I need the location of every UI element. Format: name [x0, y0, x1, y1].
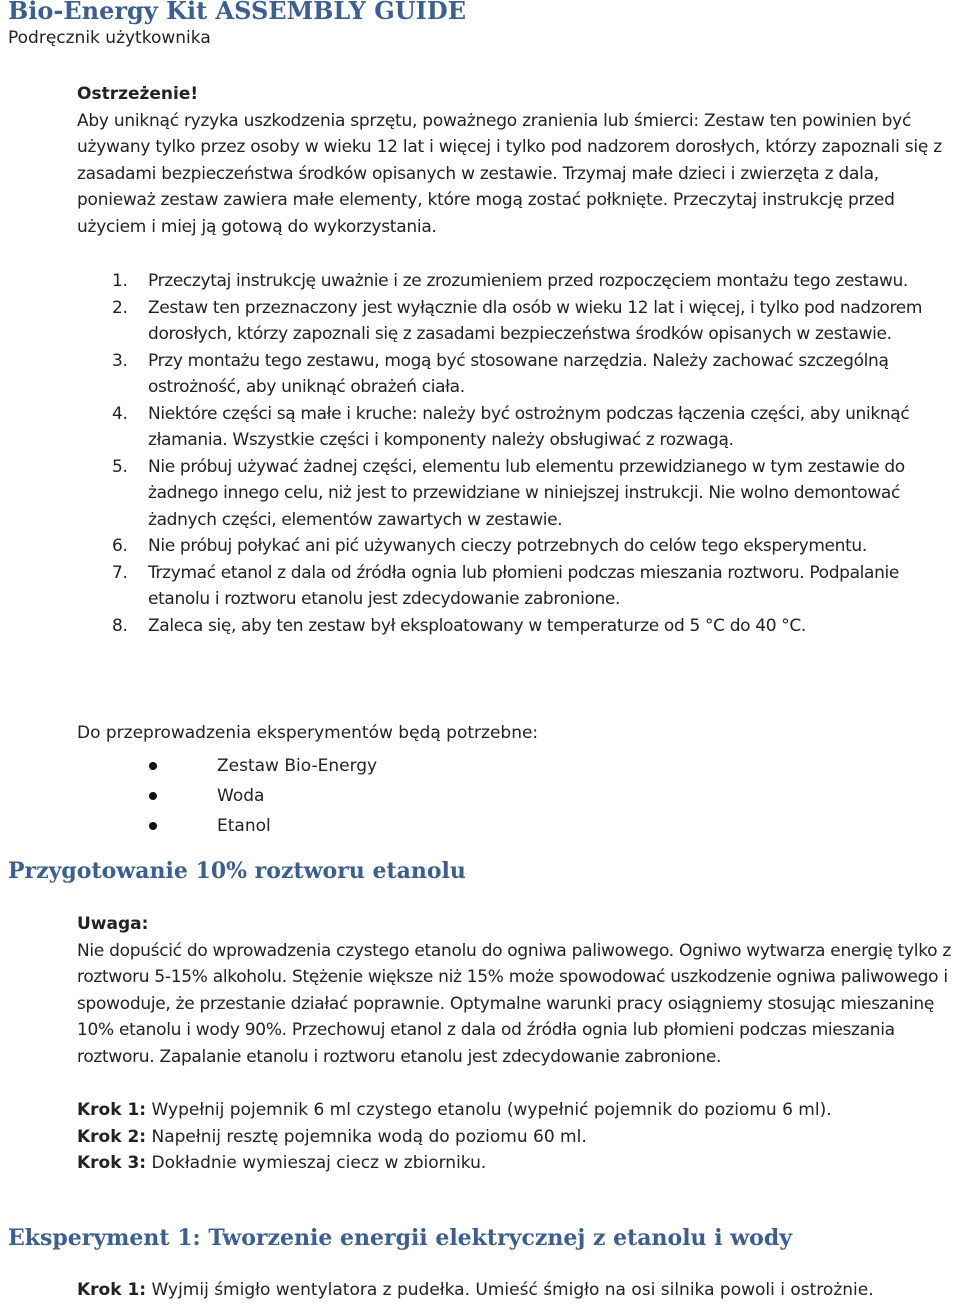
- list-item: [77, 295, 960, 348]
- document-subtitle: Podręcznik użytkownika: [8, 28, 211, 48]
- list-text: Zestaw Bio-Energy: [217, 755, 378, 776]
- list-text: Woda: [217, 785, 265, 806]
- step-label: Krok 1:: [77, 1100, 147, 1120]
- preparation-note: [77, 911, 960, 1070]
- list-item: [77, 560, 960, 613]
- list-item: [77, 613, 960, 640]
- warning-section: [77, 81, 960, 240]
- list-number: 2.: [112, 297, 128, 318]
- list-text: Zaleca się, aby ten zestaw był eksploatowany w temperaturze od 5 °C do 40 °C.: [148, 615, 806, 636]
- list-number: 4.: [112, 403, 128, 424]
- list-item: [77, 348, 960, 401]
- warning-heading: Ostrzeżenie!: [77, 84, 199, 104]
- list-number: 7.: [112, 562, 128, 583]
- list-item: [77, 268, 960, 295]
- requirements-list: [77, 751, 960, 841]
- step-item: [77, 1277, 960, 1304]
- list-item: [77, 401, 960, 454]
- list-text: Nie próbuj używać żadnej części, elementu lub elementu przewidzianego w tym zestawie do żadnego innego celu, niż jest to przewidziane w niniejszej instrukcji. Nie wolno demontować żadnych części, elementów zawartych w zestawie.: [148, 456, 905, 530]
- note-heading: Uwaga:: [77, 914, 149, 934]
- experiment-steps: [77, 1277, 960, 1304]
- section-heading-preparation: Przygotowanie 10% roztworu etanolu: [8, 858, 466, 884]
- warning-text: Aby uniknąć ryzyka uszkodzenia sprzętu, poważnego zranienia lub śmierci: Zestaw ten powinien być używany tylko przez osoby w wieku 12 lat i więcej i tylko pod nadzorem dorosłych, którzy zapoznali się z zasadami bezpieczeństwa środków opisanych w zestawie. Trzymaj małe dzieci i zwierzęta z dala, ponieważ zestaw zawiera małe elementy, które mogą zostać połknięte. Przeczytaj instrukcję przed użyciem i miej ją gotową do wykorzystania.: [77, 110, 942, 237]
- bullet-icon: [149, 762, 157, 770]
- step-text: Wyjmij śmigło wentylatora z pudełka. Umieść śmigło na osi silnika powoli i ostrożnie.: [151, 1280, 874, 1300]
- list-number: 3.: [112, 350, 128, 371]
- list-text: Nie próbuj połykać ani pić używanych cieczy potrzebnych do celów tego eksperymentu.: [148, 536, 867, 556]
- step-item: [77, 1150, 960, 1177]
- safety-rules: [77, 268, 960, 639]
- list-number: 6.: [112, 536, 128, 556]
- list-text: Przeczytaj instrukcję uważnie i ze zrozumieniem przed rozpoczęciem montażu tego zestawu.: [148, 271, 908, 291]
- step-text: Napełnij resztę pojemnika wodą do poziomu 60 ml.: [151, 1126, 587, 1147]
- list-number: 8.: [112, 615, 128, 636]
- bullet-icon: [149, 822, 157, 830]
- step-text: Dokładnie wymieszaj ciecz w zbiorniku.: [151, 1153, 487, 1173]
- step-label: Krok 3:: [77, 1153, 147, 1173]
- document-title: Bio-Energy Kit ASSEMBLY GUIDE: [8, 0, 467, 25]
- step-label: Krok 2:: [77, 1126, 147, 1147]
- preparation-steps: [77, 1097, 960, 1177]
- list-text: Trzymać etanol z dala od źródła ognia lub płomieni podczas mieszania roztworu. Podpalanie etanolu i roztworu etanolu jest zdecydowanie zabronione.: [148, 562, 900, 609]
- list-text: Niektóre części są małe i kruche: należy być ostrożnym podczas łączenia części, aby uniknąć złamania. Wszystkie części i komponenty należy obsługiwać z rozwagą.: [148, 403, 910, 450]
- list-item: [77, 454, 960, 534]
- step-label: Krok 1:: [77, 1280, 147, 1300]
- list-item: [77, 811, 960, 841]
- section-heading-experiment: Eksperyment 1: Tworzenie energii elektrycznej z etanolu i wody: [8, 1225, 792, 1251]
- list-text: Przy montażu tego zestawu, mogą być stosowane narzędzia. Należy zachować szczególną ostrożność, aby uniknąć obrażeń ciała.: [148, 350, 889, 397]
- step-item: [77, 1097, 960, 1124]
- safety-rules-list: [77, 268, 960, 639]
- bullet-icon: [149, 792, 157, 800]
- list-text: Zestaw ten przeznaczony jest wyłącznie dla osób w wieku 12 lat i więcej, i tylko pod nadzorem dorosłych, którzy zapoznali się z zasadami bezpieczeństwa środków opisanych w zestawie.: [148, 297, 923, 344]
- step-item: [77, 1124, 960, 1151]
- list-number: 5.: [112, 456, 128, 477]
- list-item: [77, 533, 960, 560]
- requirements-intro: Do przeprowadzenia eksperymentów będą potrzebne:: [77, 723, 539, 743]
- step-text: Wypełnij pojemnik 6 ml czystego etanolu (wypełnić pojemnik do poziomu 6 ml).: [151, 1100, 832, 1120]
- list-item: [77, 781, 960, 811]
- list-item: [77, 751, 960, 781]
- list-number: 1.: [112, 271, 128, 291]
- requirements-section: [77, 720, 960, 841]
- list-text: Etanol: [217, 815, 271, 836]
- note-text: Nie dopuścić do wprowadzenia czystego etanolu do ogniwa paliwowego. Ogniwo wytwarza energię tylko z roztworu 5-15% alkoholu. Stężenie większe niż 15% może spowodować uszkodzenie ogniwa paliwowego i spowoduje, że przestanie działać poprawnie. Optymalne warunki pracy osiągniemy stosując mieszaninę 10% etanolu i wody 90%. Przechowuj etanol z dala od źródła ognia lub płomieni podczas mieszania roztworu. Zapalanie etanolu i roztworu etanolu jest zdecydowanie zabronione.: [77, 940, 951, 1067]
